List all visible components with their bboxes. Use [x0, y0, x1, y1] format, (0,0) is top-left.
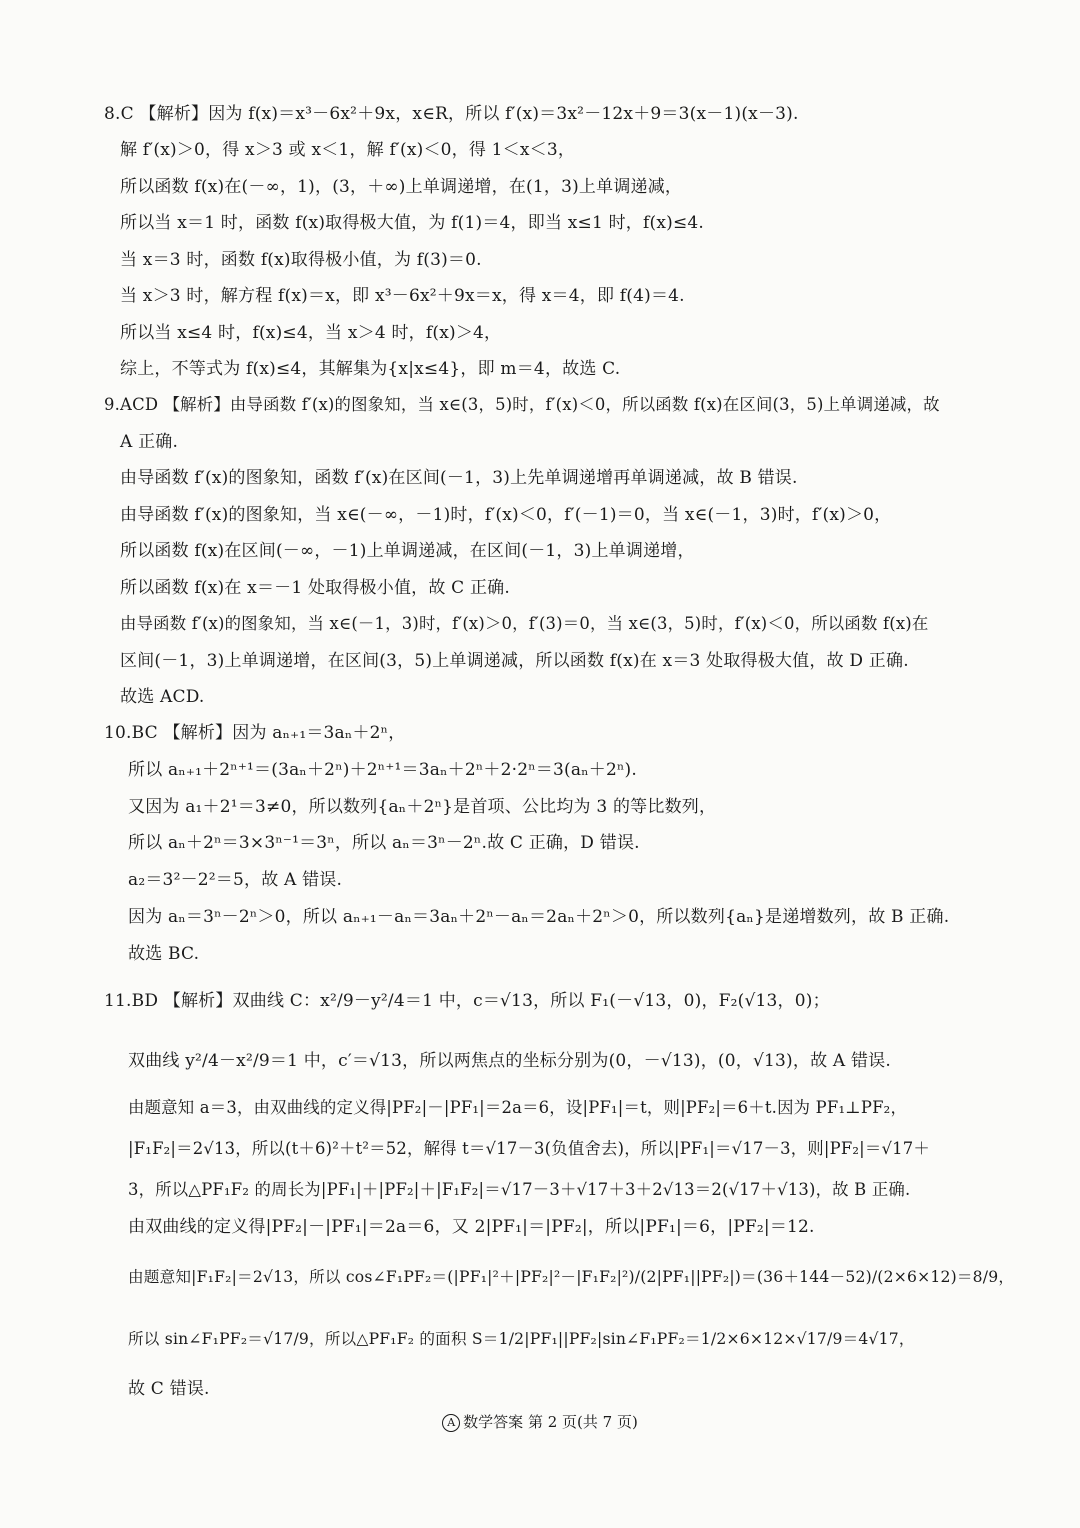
text-line: 所以函数 f(x)在(－∞，1)，(3，＋∞)上单调递增，在(1，3)上单调递减， — [120, 177, 683, 197]
text-line: 故 C 错误. — [128, 1379, 210, 1399]
text-line: 故选 BC. — [128, 944, 200, 964]
text-line: 双曲线 y²/4－x²/9＝1 中，c′＝√13，所以两焦点的坐标分别为(0，－√13)，(0，√13)，故 A 错误. — [128, 1051, 891, 1071]
text-line: 所以函数 f(x)在区间(－∞，－1)上单调递减，在区间(－1，3)上单调递增， — [120, 541, 695, 561]
text-line: 9.ACD 【解析】由导函数 f′(x)的图象知，当 x∈(3，5)时，f′(x)＜0，所以函数 f(x)在区间(3，5)上单调递减，故 — [104, 395, 940, 414]
text-line: 解 f′(x)＞0，得 x＞3 或 x＜1，解 f′(x)＜0，得 1＜x＜3， — [120, 140, 576, 160]
text-line: |F₁F₂|＝2√13，所以(t＋6)²＋t²＝52，解得 t＝√17－3(负值舍去)，所以|PF₁|＝√17－3，则|PF₂|＝√17＋ — [128, 1139, 930, 1158]
text-line: 综上，不等式为 f(x)≤4，其解集为{x|x≤4}，即 m＝4，故选 C. — [120, 359, 621, 379]
text-line: 由导函数 f′(x)的图象知，当 x∈(－∞，－1)时，f′(x)＜0，f′(－1)＝0，当 x∈(－1，3)时，f′(x)＞0， — [120, 505, 892, 525]
text-line: 8.C 【解析】因为 f(x)＝x³－6x²＋9x，x∈R，所以 f′(x)＝3x²－12x＋9＝3(x－1)(x－3). — [104, 104, 799, 124]
text-line: a₂＝3²－2²＝5，故 A 错误. — [128, 870, 343, 890]
text-line: A 正确. — [120, 432, 179, 452]
page-number: 数学答案 第 2 页(共 7 页) — [463, 1413, 638, 1431]
text-line: 所以 sin∠F₁PF₂＝√17/9，所以△PF₁F₂ 的面积 S＝1/2|PF₁||PF₂|sin∠F₁PF₂＝1/2×6×12×√17/9＝4√17， — [128, 1330, 915, 1348]
text-line: 由题意知|F₁F₂|＝2√13，所以 cos∠F₁PF₂＝(|PF₁|²＋|PF₂|²－|F₁F₂|²)/(2|PF₁||PF₂|)＝(36＋144－52)/(2×6×12)＝8/9， — [128, 1268, 1015, 1286]
text-line: 区间(－1，3)上单调递增，在区间(3，5)上单调递减，所以函数 f(x)在 x＝3 处取得极大值，故 D 正确. — [120, 651, 909, 671]
text-line: 所以 aₙ₊₁＋2ⁿ⁺¹＝(3aₙ＋2ⁿ)＋2ⁿ⁺¹＝3aₙ＋2ⁿ＋2·2ⁿ＝3(aₙ＋2ⁿ). — [128, 760, 637, 780]
text-line: 因为 aₙ＝3ⁿ－2ⁿ＞0，所以 aₙ₊₁－aₙ＝3aₙ＋2ⁿ－aₙ＝2aₙ＋2ⁿ＞0，所以数列{aₙ}是递增数列，故 B 正确. — [128, 907, 950, 927]
text-line: 所以 aₙ＋2ⁿ＝3×3ⁿ⁻¹＝3ⁿ，所以 aₙ＝3ⁿ－2ⁿ.故 C 正确，D 错误. — [128, 833, 640, 853]
text-line: 当 x＞3 时，解方程 f(x)＝x，即 x³－6x²＋9x＝x，得 x＝4，即 f(4)＝4. — [120, 286, 685, 306]
text-line: 所以当 x＝1 时，函数 f(x)取得极大值，为 f(1)＝4，即当 x≤1 时，f(x)≤4. — [120, 213, 705, 233]
text-line: 所以函数 f(x)在 x＝－1 处取得极小值，故 C 正确. — [120, 578, 510, 598]
text-line: 由题意知 a＝3，由双曲线的定义得|PF₂|－|PF₁|＝2a＝6，设|PF₁|＝t，则|PF₂|＝6＋t.因为 PF₁⊥PF₂， — [128, 1098, 908, 1117]
text-line: 由导函数 f′(x)的图象知，当 x∈(－1，3)时，f′(x)＞0，f′(3)＝0，当 x∈(3，5)时，f′(x)＜0，所以函数 f(x)在 — [120, 614, 929, 633]
text-line: 所以当 x≤4 时，f(x)≤4，当 x＞4 时，f(x)＞4， — [120, 323, 502, 343]
text-line: 又因为 a₁＋2¹＝3≠0，所以数列{aₙ＋2ⁿ}是首项、公比均为 3 的等比数列， — [128, 797, 717, 817]
text-line: 10.BC 【解析】因为 aₙ₊₁＝3aₙ＋2ⁿ， — [104, 723, 406, 743]
text-line: 故选 ACD. — [120, 687, 205, 707]
page-footer — [0, 1412, 1080, 1432]
text-line: 11.BD 【解析】双曲线 C：x²/9－y²/4＝1 中，c＝√13，所以 F₁(－√13，0)，F₂(√13，0)； — [104, 991, 830, 1011]
text-line: 当 x＝3 时，函数 f(x)取得极小值，为 f(3)＝0. — [120, 250, 482, 270]
text-line: 3，所以△PF₁F₂ 的周长为|PF₁|＋|PF₂|＋|F₁F₂|＝√17－3＋√17＋3＋2√13＝2(√17＋√13)，故 B 正确. — [128, 1180, 911, 1199]
text-line: 由双曲线的定义得|PF₂|－|PF₁|＝2a＝6，又 2|PF₁|＝|PF₂|，所以|PF₁|＝6，|PF₂|＝12. — [128, 1217, 815, 1237]
edition-badge: A — [442, 1414, 460, 1432]
text-line: 由导函数 f′(x)的图象知，函数 f′(x)在区间(－1，3)上先单调递增再单调递减，故 B 错误. — [120, 468, 798, 488]
